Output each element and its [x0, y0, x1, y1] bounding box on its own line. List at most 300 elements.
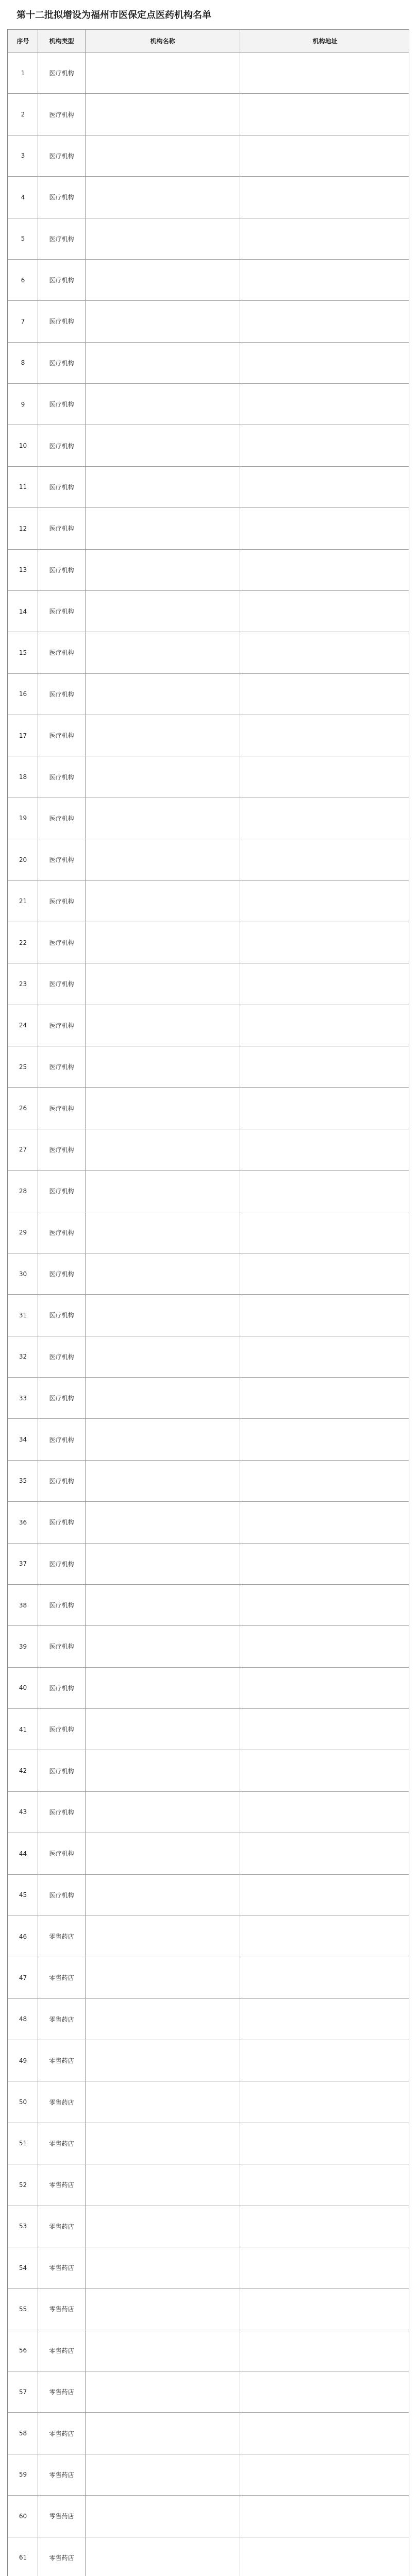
- cell-name: [86, 425, 240, 466]
- cell-name: [86, 963, 240, 1005]
- cell-num: 38: [8, 1584, 38, 1625]
- cell-type: 医疗机构: [38, 1667, 86, 1708]
- cell-type: 医疗机构: [38, 218, 86, 259]
- cell-type: 医疗机构: [38, 880, 86, 922]
- table-row: [8, 1460, 410, 1501]
- cell-address: [240, 508, 410, 549]
- cell-type: 医疗机构: [38, 1378, 86, 1419]
- cell-num: 1: [8, 53, 38, 94]
- cell-type: 医疗机构: [38, 1874, 86, 1916]
- cell-num: 40: [8, 1667, 38, 1708]
- table-row: [8, 342, 410, 383]
- table-row: [8, 1626, 410, 1667]
- cell-type: 医疗机构: [38, 301, 86, 342]
- cell-type: 医疗机构: [38, 715, 86, 756]
- cell-address: [240, 53, 410, 94]
- table-row: [8, 1419, 410, 1460]
- cell-type: 医疗机构: [38, 466, 86, 507]
- cell-address: [240, 922, 410, 963]
- cell-address: [240, 2371, 410, 2413]
- cell-type: 医疗机构: [38, 259, 86, 300]
- cell-num: 42: [8, 1750, 38, 1791]
- table-row: [8, 1791, 410, 1833]
- cell-name: [86, 1378, 240, 1419]
- table-row: [8, 1584, 410, 1625]
- cell-type: 零售药店: [38, 2496, 86, 2537]
- cell-num: 51: [8, 2123, 38, 2164]
- cell-address: [240, 135, 410, 176]
- cell-name: [86, 756, 240, 798]
- cell-name: [86, 301, 240, 342]
- cell-type: 医疗机构: [38, 1212, 86, 1253]
- header-address: 机构地址: [240, 30, 410, 53]
- cell-num: 53: [8, 2206, 38, 2247]
- table-row: [8, 1874, 410, 1916]
- cell-num: 32: [8, 1336, 38, 1377]
- cell-num: 55: [8, 2289, 38, 2330]
- cell-type: 医疗机构: [38, 922, 86, 963]
- table-row: [8, 1998, 410, 2040]
- cell-type: 医疗机构: [38, 1584, 86, 1625]
- cell-address: [240, 2413, 410, 2454]
- cell-name: [86, 1005, 240, 1046]
- header-type: 机构类型: [38, 30, 86, 53]
- cell-type: 零售药店: [38, 1998, 86, 2040]
- cell-name: [86, 1584, 240, 1625]
- cell-num: 8: [8, 342, 38, 383]
- table-row: [8, 839, 410, 880]
- table-row: [8, 2040, 410, 2081]
- table-row: [8, 2496, 410, 2537]
- table-row: [8, 1833, 410, 1874]
- cell-num: 49: [8, 2040, 38, 2081]
- cell-num: 13: [8, 549, 38, 590]
- cell-type: 零售药店: [38, 2454, 86, 2495]
- cell-type: 医疗机构: [38, 94, 86, 135]
- cell-name: [86, 549, 240, 590]
- cell-address: [240, 2496, 410, 2537]
- cell-name: [86, 1253, 240, 1294]
- table-row: [8, 218, 410, 259]
- cell-name: [86, 590, 240, 632]
- cell-type: 医疗机构: [38, 1543, 86, 1584]
- cell-num: 22: [8, 922, 38, 963]
- cell-num: 28: [8, 1171, 38, 1212]
- cell-type: 零售药店: [38, 2081, 86, 2123]
- table-row: [8, 177, 410, 218]
- table-row: [8, 1667, 410, 1708]
- cell-type: 医疗机构: [38, 632, 86, 673]
- cell-address: [240, 2040, 410, 2081]
- cell-address: [240, 1791, 410, 1833]
- table-row: [8, 715, 410, 756]
- cell-type: 医疗机构: [38, 798, 86, 839]
- cell-name: [86, 922, 240, 963]
- cell-name: [86, 53, 240, 94]
- cell-address: [240, 1336, 410, 1377]
- cell-name: [86, 218, 240, 259]
- cell-address: [240, 715, 410, 756]
- cell-name: [86, 508, 240, 549]
- cell-address: [240, 259, 410, 300]
- table-row: [8, 1171, 410, 1212]
- table-row: [8, 2454, 410, 2495]
- cell-type: 零售药店: [38, 2330, 86, 2371]
- cell-address: [240, 1916, 410, 1957]
- cell-type: 零售药店: [38, 2123, 86, 2164]
- cell-address: [240, 1005, 410, 1046]
- cell-num: 21: [8, 880, 38, 922]
- cell-type: 医疗机构: [38, 1626, 86, 1667]
- cell-num: 39: [8, 1626, 38, 1667]
- cell-name: [86, 1916, 240, 1957]
- cell-type: 零售药店: [38, 2537, 86, 2576]
- cell-name: [86, 632, 240, 673]
- header-name: 机构名称: [86, 30, 240, 53]
- cell-name: [86, 1791, 240, 1833]
- institution-list-table: [7, 29, 409, 2576]
- table-row: [8, 94, 410, 135]
- cell-address: [240, 1295, 410, 1336]
- cell-type: 医疗机构: [38, 1750, 86, 1791]
- cell-address: [240, 1046, 410, 1088]
- table-row: [8, 756, 410, 798]
- document-title: 第十二批拟增设为福州市医保定点医药机构名单: [16, 10, 211, 21]
- cell-address: [240, 342, 410, 383]
- cell-name: [86, 2040, 240, 2081]
- cell-num: 25: [8, 1046, 38, 1088]
- cell-type: 医疗机构: [38, 342, 86, 383]
- table-row: [8, 880, 410, 922]
- cell-type: 零售药店: [38, 2206, 86, 2247]
- cell-num: 35: [8, 1460, 38, 1501]
- table-row: [8, 135, 410, 176]
- cell-num: 47: [8, 1957, 38, 1998]
- table-row: [8, 1295, 410, 1336]
- cell-name: [86, 259, 240, 300]
- cell-num: 15: [8, 632, 38, 673]
- cell-num: 30: [8, 1253, 38, 1294]
- cell-address: [240, 756, 410, 798]
- cell-num: 59: [8, 2454, 38, 2495]
- cell-type: 医疗机构: [38, 1046, 86, 1088]
- cell-type: 医疗机构: [38, 1253, 86, 1294]
- cell-address: [240, 2081, 410, 2123]
- cell-name: [86, 1212, 240, 1253]
- cell-address: [240, 590, 410, 632]
- cell-type: 医疗机构: [38, 53, 86, 94]
- cell-address: [240, 1667, 410, 1708]
- cell-address: [240, 1502, 410, 1543]
- cell-num: 14: [8, 590, 38, 632]
- cell-num: 44: [8, 1833, 38, 1874]
- cell-type: 零售药店: [38, 2164, 86, 2206]
- cell-name: [86, 384, 240, 425]
- cell-type: 医疗机构: [38, 1005, 86, 1046]
- cell-type: 零售药店: [38, 2371, 86, 2413]
- cell-name: [86, 880, 240, 922]
- cell-name: [86, 2164, 240, 2206]
- cell-num: 57: [8, 2371, 38, 2413]
- table-row: [8, 2371, 410, 2413]
- table-row: [8, 549, 410, 590]
- cell-name: [86, 2454, 240, 2495]
- cell-num: 52: [8, 2164, 38, 2206]
- cell-type: 医疗机构: [38, 1419, 86, 1460]
- cell-address: [240, 673, 410, 715]
- institution-table: [8, 29, 409, 2576]
- cell-name: [86, 1460, 240, 1501]
- table-row: [8, 53, 410, 94]
- cell-num: 43: [8, 1791, 38, 1833]
- cell-name: [86, 1336, 240, 1377]
- cell-name: [86, 2371, 240, 2413]
- cell-num: 26: [8, 1088, 38, 1129]
- table-row: [8, 922, 410, 963]
- cell-name: [86, 2206, 240, 2247]
- cell-type: 医疗机构: [38, 1833, 86, 1874]
- cell-type: 医疗机构: [38, 1088, 86, 1129]
- cell-name: [86, 2123, 240, 2164]
- cell-num: 60: [8, 2496, 38, 2537]
- cell-name: [86, 2330, 240, 2371]
- cell-address: [240, 1709, 410, 1750]
- cell-name: [86, 1667, 240, 1708]
- cell-type: 医疗机构: [38, 135, 86, 176]
- cell-num: 9: [8, 384, 38, 425]
- cell-name: [86, 2496, 240, 2537]
- cell-address: [240, 1460, 410, 1501]
- cell-num: 17: [8, 715, 38, 756]
- cell-address: [240, 2164, 410, 2206]
- cell-name: [86, 177, 240, 218]
- cell-num: 33: [8, 1378, 38, 1419]
- cell-type: 医疗机构: [38, 963, 86, 1005]
- cell-type: 零售药店: [38, 2413, 86, 2454]
- table-row: [8, 673, 410, 715]
- table-row: [8, 1957, 410, 1998]
- cell-name: [86, 1543, 240, 1584]
- cell-num: 6: [8, 259, 38, 300]
- cell-address: [240, 1088, 410, 1129]
- table-row: [8, 1046, 410, 1088]
- table-row: [8, 1088, 410, 1129]
- cell-type: 医疗机构: [38, 1171, 86, 1212]
- cell-type: 医疗机构: [38, 1336, 86, 1377]
- cell-address: [240, 1212, 410, 1253]
- cell-type: 医疗机构: [38, 425, 86, 466]
- cell-num: 3: [8, 135, 38, 176]
- cell-num: 27: [8, 1129, 38, 1170]
- cell-address: [240, 2537, 410, 2576]
- cell-name: [86, 2413, 240, 2454]
- cell-address: [240, 177, 410, 218]
- table-row: [8, 2123, 410, 2164]
- cell-num: 36: [8, 1502, 38, 1543]
- cell-address: [240, 2454, 410, 2495]
- table-row: [8, 1750, 410, 1791]
- cell-num: 56: [8, 2330, 38, 2371]
- cell-num: 34: [8, 1419, 38, 1460]
- cell-name: [86, 1998, 240, 2040]
- cell-num: 2: [8, 94, 38, 135]
- cell-type: 医疗机构: [38, 1502, 86, 1543]
- cell-name: [86, 1046, 240, 1088]
- cell-num: 58: [8, 2413, 38, 2454]
- cell-address: [240, 1874, 410, 1916]
- table-row: [8, 963, 410, 1005]
- table-row: [8, 1005, 410, 1046]
- cell-type: 医疗机构: [38, 590, 86, 632]
- cell-type: 医疗机构: [38, 673, 86, 715]
- cell-num: 5: [8, 218, 38, 259]
- table-row: [8, 1129, 410, 1170]
- cell-num: 4: [8, 177, 38, 218]
- table-row: [8, 2164, 410, 2206]
- cell-type: 零售药店: [38, 1916, 86, 1957]
- cell-type: 医疗机构: [38, 839, 86, 880]
- cell-type: 医疗机构: [38, 549, 86, 590]
- cell-address: [240, 1253, 410, 1294]
- cell-address: [240, 2123, 410, 2164]
- table-row: [8, 2081, 410, 2123]
- table-row: [8, 301, 410, 342]
- cell-name: [86, 1709, 240, 1750]
- cell-address: [240, 1584, 410, 1625]
- cell-type: 医疗机构: [38, 177, 86, 218]
- table-row: [8, 2289, 410, 2330]
- cell-address: [240, 1750, 410, 1791]
- cell-type: 医疗机构: [38, 1709, 86, 1750]
- cell-num: 41: [8, 1709, 38, 1750]
- cell-type: 医疗机构: [38, 508, 86, 549]
- cell-address: [240, 1543, 410, 1584]
- cell-type: 医疗机构: [38, 1129, 86, 1170]
- cell-num: 23: [8, 963, 38, 1005]
- cell-address: [240, 1833, 410, 1874]
- cell-type: 零售药店: [38, 2289, 86, 2330]
- cell-num: 24: [8, 1005, 38, 1046]
- table-row: [8, 2247, 410, 2288]
- cell-address: [240, 1419, 410, 1460]
- cell-num: 16: [8, 673, 38, 715]
- table-row: [8, 1916, 410, 1957]
- table-row: [8, 2330, 410, 2371]
- cell-name: [86, 1129, 240, 1170]
- header-num: 序号: [8, 30, 38, 53]
- cell-num: 31: [8, 1295, 38, 1336]
- cell-address: [240, 798, 410, 839]
- table-row: [8, 1502, 410, 1543]
- table-row: [8, 425, 410, 466]
- cell-address: [240, 880, 410, 922]
- table-body: [8, 53, 410, 2576]
- table-row: [8, 466, 410, 507]
- cell-name: [86, 1833, 240, 1874]
- table-row: [8, 2537, 410, 2576]
- cell-name: [86, 1088, 240, 1129]
- cell-num: 45: [8, 1874, 38, 1916]
- cell-address: [240, 94, 410, 135]
- table-row: [8, 1543, 410, 1584]
- cell-num: 37: [8, 1543, 38, 1584]
- cell-name: [86, 798, 240, 839]
- cell-name: [86, 2247, 240, 2288]
- cell-address: [240, 1171, 410, 1212]
- cell-name: [86, 1874, 240, 1916]
- cell-name: [86, 1295, 240, 1336]
- cell-address: [240, 839, 410, 880]
- cell-name: [86, 1750, 240, 1791]
- cell-num: 19: [8, 798, 38, 839]
- cell-type: 零售药店: [38, 2247, 86, 2288]
- cell-address: [240, 1378, 410, 1419]
- cell-address: [240, 301, 410, 342]
- table-row: [8, 508, 410, 549]
- cell-address: [240, 466, 410, 507]
- cell-name: [86, 466, 240, 507]
- cell-num: 46: [8, 1916, 38, 1957]
- cell-name: [86, 1626, 240, 1667]
- cell-num: 20: [8, 839, 38, 880]
- cell-address: [240, 1129, 410, 1170]
- table-row: [8, 384, 410, 425]
- cell-num: 18: [8, 756, 38, 798]
- cell-type: 医疗机构: [38, 1295, 86, 1336]
- table-row: [8, 259, 410, 300]
- cell-address: [240, 218, 410, 259]
- cell-name: [86, 1957, 240, 1998]
- cell-address: [240, 2206, 410, 2247]
- table-header-row: [8, 30, 410, 53]
- cell-type: 零售药店: [38, 1957, 86, 1998]
- cell-num: 10: [8, 425, 38, 466]
- cell-name: [86, 94, 240, 135]
- cell-address: [240, 2289, 410, 2330]
- cell-name: [86, 342, 240, 383]
- cell-type: 医疗机构: [38, 1791, 86, 1833]
- table-row: [8, 2206, 410, 2247]
- cell-type: 医疗机构: [38, 384, 86, 425]
- table-row: [8, 1709, 410, 1750]
- table-row: [8, 798, 410, 839]
- cell-num: 12: [8, 508, 38, 549]
- cell-num: 54: [8, 2247, 38, 2288]
- cell-type: 医疗机构: [38, 1460, 86, 1501]
- cell-name: [86, 135, 240, 176]
- table-row: [8, 632, 410, 673]
- cell-name: [86, 715, 240, 756]
- cell-type: 零售药店: [38, 2040, 86, 2081]
- table-row: [8, 1212, 410, 1253]
- cell-num: 7: [8, 301, 38, 342]
- cell-address: [240, 1998, 410, 2040]
- cell-name: [86, 839, 240, 880]
- cell-address: [240, 963, 410, 1005]
- cell-num: 50: [8, 2081, 38, 2123]
- cell-name: [86, 673, 240, 715]
- cell-name: [86, 2289, 240, 2330]
- cell-address: [240, 425, 410, 466]
- cell-address: [240, 549, 410, 590]
- cell-address: [240, 1957, 410, 1998]
- table-row: [8, 1378, 410, 1419]
- cell-num: 48: [8, 1998, 38, 2040]
- cell-address: [240, 2330, 410, 2371]
- cell-name: [86, 1502, 240, 1543]
- cell-address: [240, 1626, 410, 1667]
- cell-address: [240, 384, 410, 425]
